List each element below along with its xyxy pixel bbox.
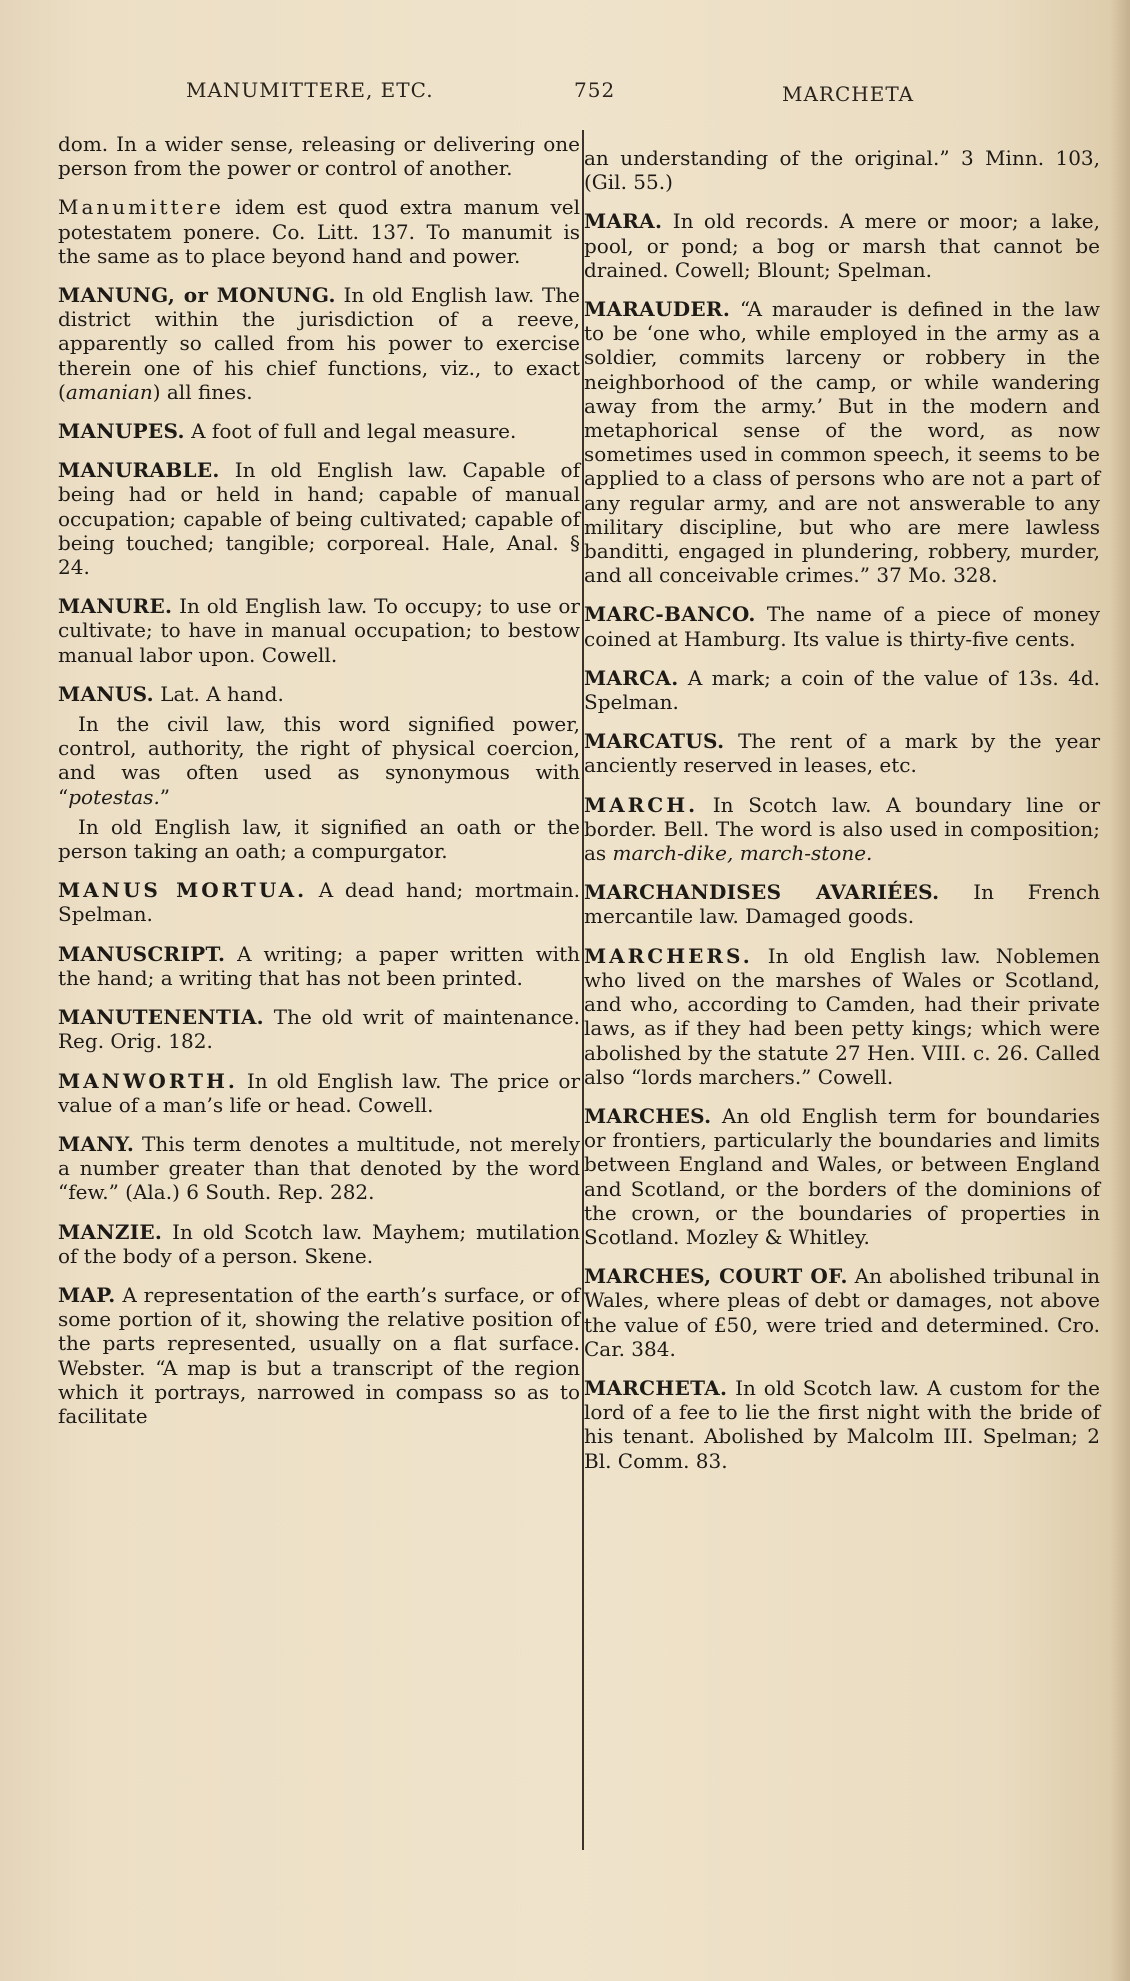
definition: This term denotes a multitude, not merely a number greater than that denoted by the word “few.” (Ala.) 6 South. Rep. 282. — [58, 1131, 580, 1205]
entry-manzie — [58, 1220, 580, 1268]
definition: In old Scotch law. Mayhem; mutilation of the body of a person. Skene. — [58, 1219, 580, 1268]
left-column — [58, 132, 580, 1443]
definition: In old English law. To occupy; to use or cultivate; to have in manual occupation; to bestow manual labor upon. Cowell. — [58, 594, 580, 667]
manus-paragraph-english — [58, 815, 580, 863]
definition: A foot of full and legal measure. — [184, 419, 517, 444]
definition: In old English law. The district within the jurisdiction of a reeve, apparently so called from his power to exercise therein one of his chief functions, viz., to exact ( — [58, 283, 580, 404]
definition: A writing; a paper written with the hand; a writing that has not been printed. — [58, 941, 580, 990]
definition: In French mercantile law. Damaged goods. — [584, 880, 1100, 929]
definition-italic: amanian — [65, 379, 153, 404]
running-head-right: MARCHETA — [782, 82, 915, 106]
definition: The name of a piece of money coined at Hamburg. Its value is thirty-five cents. — [584, 602, 1100, 651]
running-head — [0, 78, 1130, 114]
entry-manuscript — [58, 942, 580, 990]
entry-manus — [58, 682, 580, 706]
paragraph-text: In the civil law, this word signified power, control, authority, the right of physical coercion, and was often used as synonymous with “ — [58, 712, 580, 809]
paragraph-text: In old English law, it signified an oath or the person taking an oath; a compurgator. — [58, 814, 580, 864]
entry-map — [58, 1283, 580, 1428]
headword: MARCHERS. — [584, 943, 753, 968]
headword: MARC-BANCO. — [584, 602, 756, 627]
headword: MANUS MORTUA. — [58, 878, 308, 903]
headword: MANUNG, or MONUNG. — [58, 283, 336, 308]
entry-march — [584, 793, 1100, 866]
headword: MARCH. — [584, 792, 699, 817]
definition: A representation of the earth’s surface, or of some portion of it, showing the relative position of the parts represented, usually on a flat surface. Webster. “A map is but a transcript of the region which it portrays, narrowed in compass so as to facilitate — [58, 1282, 580, 1428]
page-number: 752 — [574, 78, 616, 102]
definition: In old English law. Noblemen who lived on the marshes of Wales or Scotland, and who, according to Camden, had their private laws, as if they had been petty kings; which were abolished by the statute 27 Hen. VIII. c. 26. Called also “lords marchers.” Cowell. — [584, 943, 1100, 1089]
headword: MANUSCRIPT. — [58, 941, 226, 966]
entry-marauder — [584, 297, 1100, 587]
page-edge-shadow — [1110, 0, 1130, 1981]
definition: In Scotch law. A boundary line or border. Bell. The word is also used in composition; as — [584, 792, 1100, 866]
continued-text: an understanding of the original.” 3 Minn. 103, (Gil. 55.) — [584, 146, 1100, 195]
definition-italic: march-dike, march-stone. — [612, 841, 873, 866]
headword: MARAUDER. — [584, 297, 731, 322]
definition: In old Scotch law. A custom for the lord of a fee to lie the first night with the bride of his tenant. Abolished by Malcolm III. Spelman; 2 Bl. Comm. 83. — [584, 1375, 1100, 1473]
definition: idem est quod extra manum vel potestatem ponere. Co. Litt. 137. To manumit is the same as to place beyond hand and power. — [58, 195, 580, 268]
entry-marc-banco — [584, 602, 1100, 650]
definition: An abolished tribunal in Wales, where pleas of debt or damages, not above the value of £50, were tried and determined. Cro. Car. 384. — [584, 1264, 1100, 1361]
headword: MAP. — [58, 1282, 116, 1307]
definition: “A marauder is defined in the law to be ‘one who, while employed in the army as a soldier, commits larceny or robbery in the neighborhood of the camp, or while wandering away from the army.’ But in the modern and metaphorical sense of the word, as now sometimes used in common speech, it seems to be applied to a class of persons who are not a part of any regular army, and are not answerable to any military discipline, but who are mere lawless banditti, engaged in plundering, robbery, murder, and all conceivable crimes.” 37 Mo. 328. — [584, 297, 1100, 588]
headword: MARCATUS. — [584, 729, 725, 754]
definition: The rent of a mark by the year anciently reserved in leases, etc. — [584, 729, 1100, 778]
entry-marches-court-of — [584, 1264, 1100, 1361]
entry-manus-mortua — [58, 878, 580, 926]
entry-mara — [584, 209, 1100, 282]
continued-text: dom. In a wider sense, releasing or delivering one person from the power or control of another. — [58, 132, 580, 181]
running-head-left: MANUMITTERE, ETC. — [186, 78, 434, 102]
headword: MARCHES. — [584, 1103, 712, 1128]
headword: MANURE. — [58, 594, 173, 619]
definition: In old English law. The price or value of a man’s life or head. Cowell. — [58, 1068, 580, 1117]
headword: MANWORTH. — [58, 1068, 238, 1093]
headword: MANUPES. — [58, 419, 185, 444]
entry-marchandises-avariees — [584, 880, 1100, 928]
headword: MANZIE. — [58, 1219, 163, 1244]
headword: MARCHES, COURT OF. — [584, 1264, 848, 1289]
entry-manumittere — [58, 195, 580, 268]
headword: MANUTENENTIA. — [58, 1005, 264, 1030]
paragraph-italic: potestas. — [68, 784, 160, 809]
headword: MARCA. — [584, 665, 679, 690]
entry-manung — [58, 283, 580, 404]
headword: MANURABLE. — [58, 458, 220, 483]
definition: In old English law. Capable of being had or held in hand; capable of manual occupation; capable of being cultivated; capable of being touched; tangible; corporeal. Hale, Anal. § 24. — [58, 458, 580, 580]
entry-marca — [584, 666, 1100, 714]
definition: In old records. A mere or moor; a lake, pool, or pond; a bog or marsh that cannot be drained. Cowell; Blount; Spelman. — [584, 209, 1100, 282]
definition: Lat. A hand. — [153, 681, 284, 706]
entry-many — [58, 1132, 580, 1205]
right-column — [584, 146, 1100, 1488]
headword: Manumittere — [58, 195, 224, 220]
paragraph-end: ” — [159, 784, 171, 809]
headword: MARCHETA. — [584, 1375, 728, 1400]
entry-marcheta — [584, 1376, 1100, 1473]
headword: MARCHANDISES AVARIÉES. — [584, 880, 940, 905]
entry-manupes — [58, 419, 580, 443]
entry-manutenentia — [58, 1005, 580, 1053]
definition: A mark; a coin of the value of 13s. 4d. Spelman. — [584, 665, 1100, 715]
entry-marchers — [584, 944, 1100, 1089]
entry-manure — [58, 594, 580, 667]
headword: MANY. — [58, 1131, 135, 1156]
headword: MANUS. — [58, 681, 154, 706]
definition: An old English term for boundaries or frontiers, particularly the boundaries and limits between England and Wales, or between England and Scotland, or the borders of the dominions of the crown, or the boundaries of properties in Scotland. Mozley & Whitley. — [584, 1103, 1100, 1249]
entry-manurable — [58, 458, 580, 579]
definition: The old writ of maintenance. Reg. Orig. 182. — [58, 1005, 580, 1054]
manus-paragraph-civil — [58, 712, 580, 809]
definition-end: ) all fines. — [152, 379, 253, 404]
entry-marches — [584, 1104, 1100, 1249]
headword: MARA. — [584, 209, 663, 234]
entry-manworth — [58, 1069, 580, 1117]
entry-marcatus — [584, 729, 1100, 777]
definition: A dead hand; mortmain. Spelman. — [58, 878, 580, 927]
